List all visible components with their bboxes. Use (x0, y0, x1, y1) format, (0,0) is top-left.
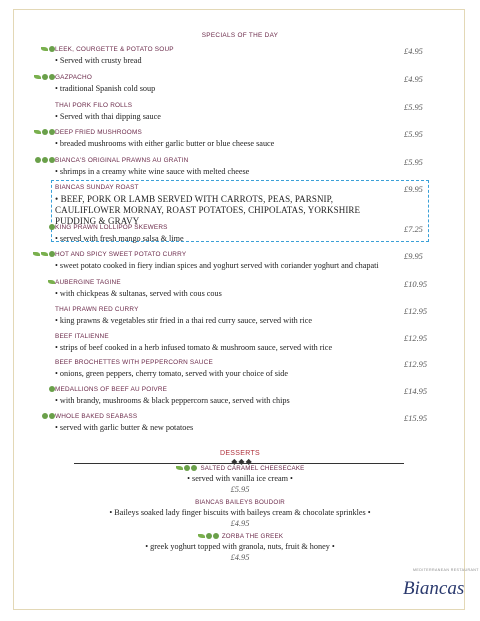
item-price: £9.95 (404, 185, 423, 194)
dietary-icons (33, 128, 55, 137)
dessert-description: • greek yoghurt topped with granola, nuts, fruit & honey • (145, 542, 335, 551)
dietary-icons (197, 533, 219, 540)
item-description: • strips of beef cooked in a herb infused tomato & mushroom sauce, served with rice (55, 343, 333, 352)
dessert-price: £5.95 (230, 485, 250, 494)
item-name: DEEP FRIED MUSHROOMS (55, 129, 142, 136)
item-name: BIANCAS SUNDAY ROAST (55, 184, 139, 191)
item-price: £5.95 (404, 158, 423, 167)
item-description: • Served with crusty bread (55, 56, 142, 65)
item-price: £5.95 (404, 103, 423, 112)
item-name: MEDALLIONS OF BEEF AU POIVRE (55, 386, 168, 393)
item-name: THAI PORK FILO ROLLS (55, 102, 133, 109)
item-price: £12.95 (404, 334, 428, 343)
item-price: £15.95 (404, 414, 428, 423)
dessert-name: SALTED CARAMEL CHEESECAKE (200, 465, 305, 472)
item-name: WHOLE BAKED SEABASS (55, 413, 138, 420)
item-name: AUBERGINE TAGINE (55, 279, 121, 286)
item-description: • sweet potato cooked in fiery indian spices and yoghurt served with coriander yoghurt and chapati (55, 261, 379, 270)
item-name: THAI PRAWN RED CURRY (55, 306, 139, 313)
item-description: • onions, green peppers, cherry tomato, served with your choice of side (55, 369, 288, 378)
item-price: £10.95 (404, 280, 428, 289)
item-description: • BEEF, PORK OR LAMB SERVED WITH CARROTS, PEAS, PARSNIP, CAULIFLOWER MORNAY, ROAST POTATOES, CHIPOLATAS, YORKSHIRE PUDDING & GRAVY (55, 194, 361, 226)
item-name: GAZPACHO (55, 74, 92, 81)
item-description: • with brandy, mushrooms & black peppercorn sauce, served with chips (55, 396, 290, 405)
item-price: £9.95 (404, 252, 423, 261)
dietary-icons (48, 223, 55, 232)
desserts-heading: DESSERTS (219, 450, 260, 457)
item-description: • shrimps in a creamy white wine sauce with melted cheese (55, 167, 250, 176)
item-name: BIANCA'S ORIGINAL PRAWNS AU GRATIN (55, 157, 189, 164)
dessert-item[interactable] (0, 465, 480, 494)
item-description: • king prawns & vegetables stir fried in a thai red curry sauce, served with rice (55, 316, 313, 325)
item-name: BEEF ITALIENNE (55, 333, 109, 340)
dessert-item[interactable] (0, 499, 480, 528)
dietary-icons (175, 465, 197, 472)
item-description: • breaded mushrooms with either garlic butter or blue cheese sauce (55, 139, 275, 148)
dietary-icons (40, 45, 55, 54)
specials-heading: SPECIALS OF THE DAY (201, 32, 279, 39)
dietary-icons (34, 156, 55, 165)
item-description: • served with fresh mango salsa & lime (55, 234, 184, 243)
divider-ornament: ◆◆◆ (231, 457, 253, 466)
dietary-icons (47, 278, 55, 287)
item-name: BEEF BROCHETTES WITH PEPPERCORN SAUCE (55, 359, 213, 366)
dessert-price: £4.95 (230, 519, 250, 528)
logo-tagline: MEDITERRANEAN RESTAURANT (413, 568, 479, 572)
item-name: KING PRAWN LOLLIPOP SKEWERS (55, 224, 168, 231)
dessert-description: • Baileys soaked lady finger biscuits with baileys cream & chocolate sprinkles • (109, 508, 371, 517)
item-description: • Served with thai dipping sauce (55, 112, 161, 121)
dessert-description: • served with vanilla ice cream • (187, 474, 293, 483)
dessert-item[interactable] (0, 533, 480, 562)
item-description: • with chickpeas & sultanas, served with cous cous (55, 289, 222, 298)
item-name: LEEK, COURGETTE & POTATO SOUP (55, 46, 174, 53)
item-price: £14.95 (404, 387, 428, 396)
item-description: • served with garlic butter & new potatoes (55, 423, 194, 432)
item-price: £4.95 (404, 75, 423, 84)
dessert-name: BIANCAS BAILEYS BOUDOIR (195, 499, 285, 506)
item-price: £7.25 (404, 225, 423, 234)
item-price: £12.95 (404, 307, 428, 316)
dietary-icons (48, 385, 55, 394)
item-price: £5.95 (404, 130, 423, 139)
item-price: £4.95 (404, 47, 423, 56)
item-price: £12.95 (404, 360, 428, 369)
dessert-price: £4.95 (230, 553, 250, 562)
biancas-logo: Biancas (403, 578, 465, 599)
item-name: HOT AND SPICY SWEET POTATO CURRY (55, 251, 187, 258)
dietary-icons (33, 73, 55, 82)
dietary-icons (32, 250, 55, 259)
dessert-name: ZORBA THE GREEK (221, 533, 284, 540)
dietary-icons (41, 412, 55, 421)
item-description: • traditional Spanish cold soup (55, 84, 156, 93)
